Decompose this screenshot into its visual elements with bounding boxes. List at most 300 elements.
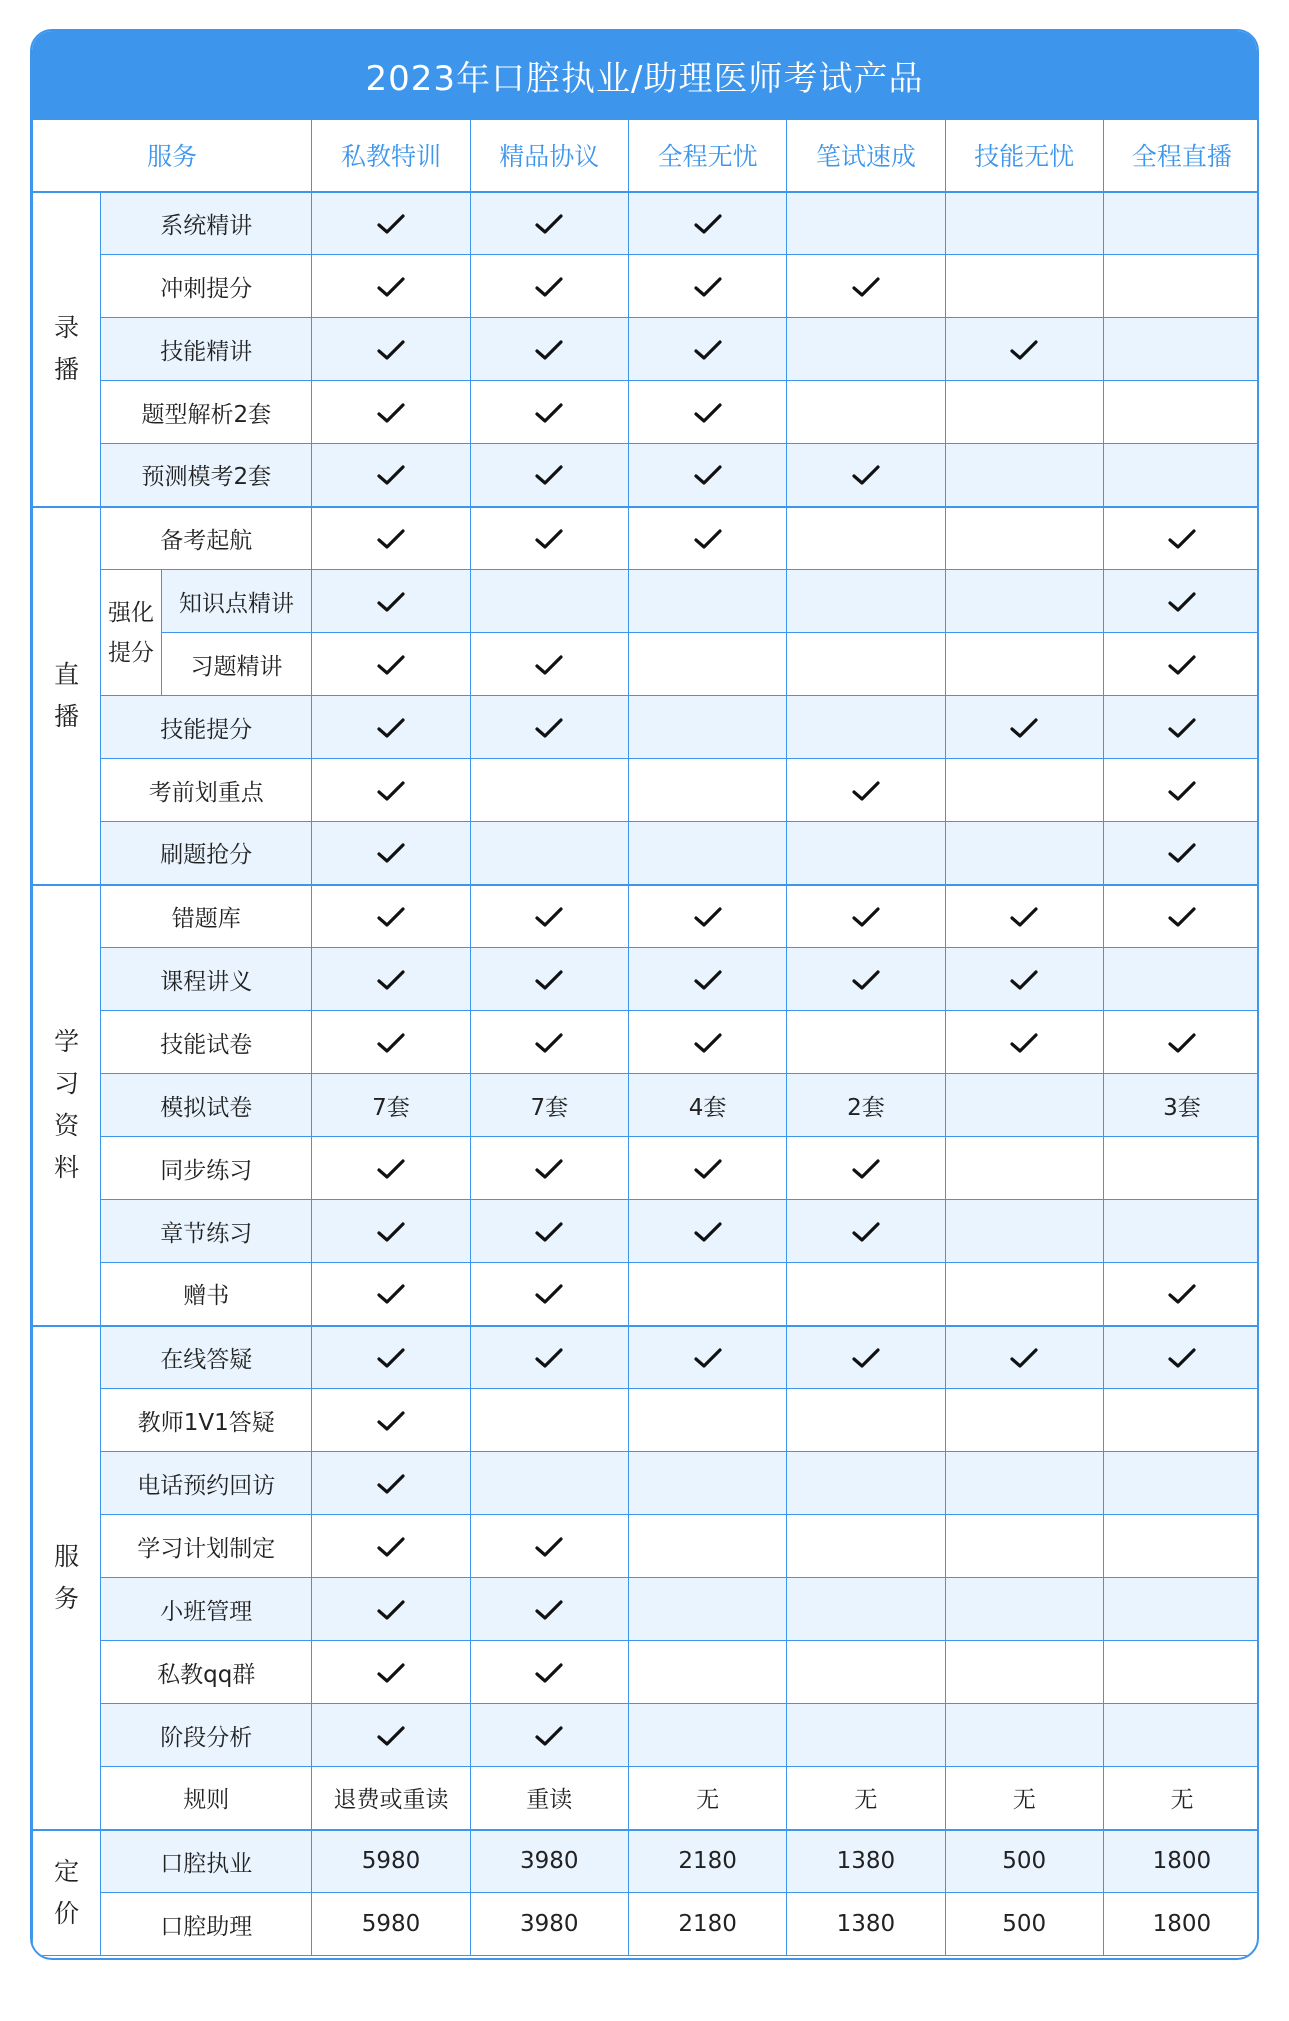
check-cell — [470, 1515, 628, 1578]
checkmark-icon — [1010, 1347, 1038, 1369]
check-cell — [470, 1011, 628, 1074]
check-cell — [312, 1200, 470, 1263]
check-cell — [470, 444, 628, 507]
check-cell — [470, 1200, 628, 1263]
product-comparison-card — [30, 29, 1259, 1960]
item-label: 技能精讲 — [101, 318, 312, 381]
checkmark-icon — [535, 276, 563, 298]
check-cell — [312, 1704, 470, 1767]
item-label: 阶段分析 — [101, 1704, 312, 1767]
item-label: 在线答疑 — [101, 1326, 312, 1389]
checkmark-icon — [1168, 591, 1196, 613]
empty-cell — [787, 633, 945, 696]
header-product: 全程无忧 — [628, 120, 786, 192]
empty-cell — [787, 1263, 945, 1326]
checkmark-icon — [1168, 780, 1196, 802]
checkmark-icon — [852, 276, 880, 298]
item-label: 习题精讲 — [161, 633, 312, 696]
check-cell — [312, 444, 470, 507]
check-cell — [312, 885, 470, 948]
check-cell — [312, 948, 470, 1011]
check-cell — [787, 948, 945, 1011]
checkmark-icon — [377, 1221, 405, 1243]
checkmark-icon — [535, 1158, 563, 1180]
empty-cell — [945, 1578, 1103, 1641]
table-row — [33, 1074, 1260, 1137]
table-row — [33, 822, 1260, 885]
checkmark-icon — [377, 654, 405, 676]
checkmark-icon — [535, 1536, 563, 1558]
empty-cell — [1103, 1578, 1259, 1641]
checkmark-icon — [694, 528, 722, 550]
category-label: 录 播 — [33, 192, 101, 507]
checkmark-icon — [535, 1221, 563, 1243]
checkmark-icon — [1168, 528, 1196, 550]
checkmark-icon — [1010, 1032, 1038, 1054]
check-cell — [312, 1326, 470, 1389]
checkmark-icon — [377, 906, 405, 928]
comparison-table — [32, 119, 1259, 1956]
checkmark-icon — [377, 402, 405, 424]
checkmark-icon — [377, 1599, 405, 1621]
empty-cell — [1103, 444, 1259, 507]
value-cell: 5980 — [312, 1830, 470, 1893]
check-cell — [470, 1641, 628, 1704]
item-label: 口腔执业 — [101, 1830, 312, 1893]
empty-cell — [945, 759, 1103, 822]
subcategory-label: 强化 提分 — [101, 570, 161, 696]
checkmark-icon — [535, 1283, 563, 1305]
table-row — [33, 885, 1260, 948]
empty-cell — [470, 759, 628, 822]
item-label: 刷题抢分 — [101, 822, 312, 885]
check-cell — [787, 885, 945, 948]
empty-cell — [628, 1452, 786, 1515]
check-cell — [312, 759, 470, 822]
check-cell — [1103, 633, 1259, 696]
check-cell — [470, 255, 628, 318]
table-row — [33, 1767, 1260, 1830]
check-cell — [470, 1263, 628, 1326]
check-cell — [787, 444, 945, 507]
category-label: 定 价 — [33, 1830, 101, 1956]
checkmark-icon — [377, 1283, 405, 1305]
value-cell: 重读 — [470, 1767, 628, 1830]
check-cell — [787, 759, 945, 822]
checkmark-icon — [1168, 1032, 1196, 1054]
checkmark-icon — [535, 969, 563, 991]
checkmark-icon — [852, 906, 880, 928]
check-cell — [312, 1641, 470, 1704]
check-cell — [312, 570, 470, 633]
category-label: 直 播 — [33, 507, 101, 885]
checkmark-icon — [377, 339, 405, 361]
category-label: 学 习 资 料 — [33, 885, 101, 1326]
header-product: 私教特训 — [312, 120, 470, 192]
empty-cell — [628, 1578, 786, 1641]
checkmark-icon — [377, 969, 405, 991]
table-row — [33, 507, 1260, 570]
item-label: 模拟试卷 — [101, 1074, 312, 1137]
header-product: 精品协议 — [470, 120, 628, 192]
check-cell — [312, 318, 470, 381]
empty-cell — [628, 570, 786, 633]
check-cell — [1103, 570, 1259, 633]
check-cell — [628, 948, 786, 1011]
checkmark-icon — [694, 969, 722, 991]
checkmark-icon — [535, 1032, 563, 1054]
header-product: 全程直播 — [1103, 120, 1259, 192]
table-row — [33, 192, 1260, 255]
checkmark-icon — [852, 969, 880, 991]
check-cell — [628, 507, 786, 570]
empty-cell — [787, 696, 945, 759]
check-cell — [312, 1515, 470, 1578]
check-cell — [1103, 1011, 1259, 1074]
check-cell — [1103, 696, 1259, 759]
empty-cell — [945, 633, 1103, 696]
category-label: 服 务 — [33, 1326, 101, 1830]
checkmark-icon — [1168, 1283, 1196, 1305]
item-label: 系统精讲 — [101, 192, 312, 255]
empty-cell — [1103, 948, 1259, 1011]
checkmark-icon — [535, 528, 563, 550]
checkmark-icon — [535, 1347, 563, 1369]
value-cell: 3980 — [470, 1893, 628, 1956]
check-cell — [312, 1452, 470, 1515]
item-label: 小班管理 — [101, 1578, 312, 1641]
empty-cell — [787, 822, 945, 885]
checkmark-icon — [535, 906, 563, 928]
table-row — [33, 1704, 1260, 1767]
checkmark-icon — [694, 276, 722, 298]
table-row — [33, 1389, 1260, 1452]
empty-cell — [470, 570, 628, 633]
checkmark-icon — [694, 1158, 722, 1180]
empty-cell — [787, 1578, 945, 1641]
value-cell: 2180 — [628, 1893, 786, 1956]
empty-cell — [628, 1515, 786, 1578]
value-cell: 无 — [628, 1767, 786, 1830]
check-cell — [312, 822, 470, 885]
checkmark-icon — [535, 339, 563, 361]
checkmark-icon — [535, 213, 563, 235]
checkmark-icon — [852, 1347, 880, 1369]
empty-cell — [628, 1704, 786, 1767]
empty-cell — [945, 1452, 1103, 1515]
check-cell — [1103, 1263, 1259, 1326]
checkmark-icon — [377, 1473, 405, 1495]
empty-cell — [1103, 1515, 1259, 1578]
item-label: 冲刺提分 — [101, 255, 312, 318]
check-cell — [945, 1011, 1103, 1074]
check-cell — [470, 885, 628, 948]
value-cell: 1800 — [1103, 1893, 1259, 1956]
table-row — [33, 381, 1260, 444]
check-cell — [628, 1011, 786, 1074]
empty-cell — [470, 1389, 628, 1452]
header-service: 服务 — [33, 120, 312, 192]
check-cell — [312, 255, 470, 318]
check-cell — [628, 444, 786, 507]
check-cell — [945, 696, 1103, 759]
item-label: 电话预约回访 — [101, 1452, 312, 1515]
empty-cell — [945, 1641, 1103, 1704]
check-cell — [470, 948, 628, 1011]
empty-cell — [1103, 255, 1259, 318]
item-label: 知识点精讲 — [161, 570, 312, 633]
checkmark-icon — [377, 717, 405, 739]
check-cell — [312, 1137, 470, 1200]
check-cell — [470, 381, 628, 444]
empty-cell — [787, 1641, 945, 1704]
checkmark-icon — [535, 402, 563, 424]
empty-cell — [628, 1263, 786, 1326]
empty-cell — [1103, 1200, 1259, 1263]
checkmark-icon — [377, 1347, 405, 1369]
check-cell — [470, 1137, 628, 1200]
checkmark-icon — [694, 464, 722, 486]
check-cell — [1103, 1326, 1259, 1389]
check-cell — [628, 255, 786, 318]
checkmark-icon — [1010, 717, 1038, 739]
check-cell — [628, 1200, 786, 1263]
checkmark-icon — [694, 339, 722, 361]
empty-cell — [1103, 1641, 1259, 1704]
value-cell: 1380 — [787, 1893, 945, 1956]
item-label: 课程讲义 — [101, 948, 312, 1011]
empty-cell — [945, 192, 1103, 255]
empty-cell — [470, 822, 628, 885]
check-cell — [312, 1011, 470, 1074]
checkmark-icon — [377, 1032, 405, 1054]
item-label: 预测模考2套 — [101, 444, 312, 507]
empty-cell — [787, 1389, 945, 1452]
item-label: 技能提分 — [101, 696, 312, 759]
table-row — [33, 255, 1260, 318]
header-product: 技能无忧 — [945, 120, 1103, 192]
checkmark-icon — [377, 591, 405, 613]
item-label: 同步练习 — [101, 1137, 312, 1200]
table-row — [33, 1578, 1260, 1641]
empty-cell — [1103, 1137, 1259, 1200]
checkmark-icon — [535, 1662, 563, 1684]
table-row — [33, 696, 1260, 759]
empty-cell — [945, 1515, 1103, 1578]
checkmark-icon — [852, 780, 880, 802]
empty-cell — [945, 444, 1103, 507]
empty-cell — [945, 1074, 1103, 1137]
checkmark-icon — [535, 717, 563, 739]
check-cell — [628, 885, 786, 948]
empty-cell — [787, 1515, 945, 1578]
check-cell — [470, 696, 628, 759]
value-cell: 2套 — [787, 1074, 945, 1137]
check-cell — [628, 1326, 786, 1389]
checkmark-icon — [1010, 969, 1038, 991]
check-cell — [312, 381, 470, 444]
table-row — [33, 1893, 1260, 1956]
value-cell: 1380 — [787, 1830, 945, 1893]
check-cell — [1103, 507, 1259, 570]
table-row — [33, 948, 1260, 1011]
table-row — [33, 1452, 1260, 1515]
checkmark-icon — [535, 1725, 563, 1747]
check-cell — [1103, 885, 1259, 948]
empty-cell — [945, 381, 1103, 444]
value-cell: 无 — [1103, 1767, 1259, 1830]
check-cell — [470, 1578, 628, 1641]
empty-cell — [945, 1200, 1103, 1263]
checkmark-icon — [535, 1599, 563, 1621]
check-cell — [470, 1704, 628, 1767]
empty-cell — [628, 1641, 786, 1704]
empty-cell — [787, 1704, 945, 1767]
check-cell — [312, 507, 470, 570]
empty-cell — [787, 318, 945, 381]
value-cell: 500 — [945, 1830, 1103, 1893]
check-cell — [945, 1326, 1103, 1389]
empty-cell — [1103, 381, 1259, 444]
checkmark-icon — [694, 213, 722, 235]
value-cell: 退费或重读 — [312, 1767, 470, 1830]
checkmark-icon — [1168, 842, 1196, 864]
check-cell — [470, 507, 628, 570]
checkmark-icon — [1168, 717, 1196, 739]
check-cell — [1103, 822, 1259, 885]
empty-cell — [1103, 1389, 1259, 1452]
header-product: 笔试速成 — [787, 120, 945, 192]
empty-cell — [1103, 1452, 1259, 1515]
value-cell: 7套 — [470, 1074, 628, 1137]
checkmark-icon — [852, 1221, 880, 1243]
table-row — [33, 633, 1260, 696]
checkmark-icon — [694, 1347, 722, 1369]
checkmark-icon — [1010, 906, 1038, 928]
table-row — [33, 570, 1260, 633]
checkmark-icon — [377, 464, 405, 486]
empty-cell — [945, 255, 1103, 318]
checkmark-icon — [694, 1032, 722, 1054]
empty-cell — [945, 822, 1103, 885]
value-cell: 无 — [945, 1767, 1103, 1830]
empty-cell — [470, 1452, 628, 1515]
table-row — [33, 1641, 1260, 1704]
checkmark-icon — [694, 402, 722, 424]
checkmark-icon — [377, 276, 405, 298]
table-row — [33, 1830, 1260, 1893]
item-label: 赠书 — [101, 1263, 312, 1326]
checkmark-icon — [377, 1725, 405, 1747]
empty-cell — [787, 570, 945, 633]
checkmark-icon — [377, 842, 405, 864]
check-cell — [470, 1326, 628, 1389]
checkmark-icon — [1010, 339, 1038, 361]
table-row — [33, 444, 1260, 507]
check-cell — [945, 885, 1103, 948]
check-cell — [470, 318, 628, 381]
item-label: 考前划重点 — [101, 759, 312, 822]
item-label: 口腔助理 — [101, 1893, 312, 1956]
page-title: 2023年口腔执业/助理医师考试产品 — [32, 31, 1257, 119]
empty-cell — [945, 1389, 1103, 1452]
value-cell: 2180 — [628, 1830, 786, 1893]
table-row — [33, 1137, 1260, 1200]
empty-cell — [787, 507, 945, 570]
check-cell — [628, 1137, 786, 1200]
checkmark-icon — [694, 906, 722, 928]
value-cell: 5980 — [312, 1893, 470, 1956]
value-cell: 500 — [945, 1893, 1103, 1956]
check-cell — [945, 318, 1103, 381]
checkmark-icon — [1168, 1347, 1196, 1369]
item-label: 规则 — [101, 1767, 312, 1830]
check-cell — [628, 381, 786, 444]
item-label: 教师1V1答疑 — [101, 1389, 312, 1452]
checkmark-icon — [1168, 654, 1196, 676]
table-row — [33, 1515, 1260, 1578]
empty-cell — [628, 696, 786, 759]
checkmark-icon — [377, 1536, 405, 1558]
check-cell — [312, 1263, 470, 1326]
checkmark-icon — [377, 780, 405, 802]
table-row — [33, 318, 1260, 381]
check-cell — [312, 1389, 470, 1452]
check-cell — [1103, 759, 1259, 822]
empty-cell — [787, 1011, 945, 1074]
check-cell — [787, 255, 945, 318]
empty-cell — [945, 1263, 1103, 1326]
checkmark-icon — [535, 654, 563, 676]
check-cell — [787, 1137, 945, 1200]
checkmark-icon — [377, 528, 405, 550]
table-row — [33, 1011, 1260, 1074]
checkmark-icon — [535, 464, 563, 486]
item-label: 题型解析2套 — [101, 381, 312, 444]
table-row — [33, 1326, 1260, 1389]
empty-cell — [787, 381, 945, 444]
check-cell — [787, 1326, 945, 1389]
check-cell — [312, 1578, 470, 1641]
empty-cell — [628, 633, 786, 696]
item-label: 私教qq群 — [101, 1641, 312, 1704]
empty-cell — [945, 570, 1103, 633]
check-cell — [628, 192, 786, 255]
value-cell: 3980 — [470, 1830, 628, 1893]
item-label: 学习计划制定 — [101, 1515, 312, 1578]
empty-cell — [628, 759, 786, 822]
value-cell: 无 — [787, 1767, 945, 1830]
checkmark-icon — [1168, 906, 1196, 928]
empty-cell — [945, 1137, 1103, 1200]
check-cell — [628, 318, 786, 381]
checkmark-icon — [694, 1221, 722, 1243]
table-row — [33, 759, 1260, 822]
check-cell — [470, 633, 628, 696]
value-cell: 4套 — [628, 1074, 786, 1137]
checkmark-icon — [377, 1158, 405, 1180]
checkmark-icon — [852, 1158, 880, 1180]
empty-cell — [945, 1704, 1103, 1767]
empty-cell — [628, 1389, 786, 1452]
empty-cell — [628, 822, 786, 885]
empty-cell — [1103, 1704, 1259, 1767]
checkmark-icon — [377, 213, 405, 235]
value-cell: 3套 — [1103, 1074, 1259, 1137]
table-row — [33, 1200, 1260, 1263]
check-cell — [787, 1200, 945, 1263]
table-row — [33, 1263, 1260, 1326]
